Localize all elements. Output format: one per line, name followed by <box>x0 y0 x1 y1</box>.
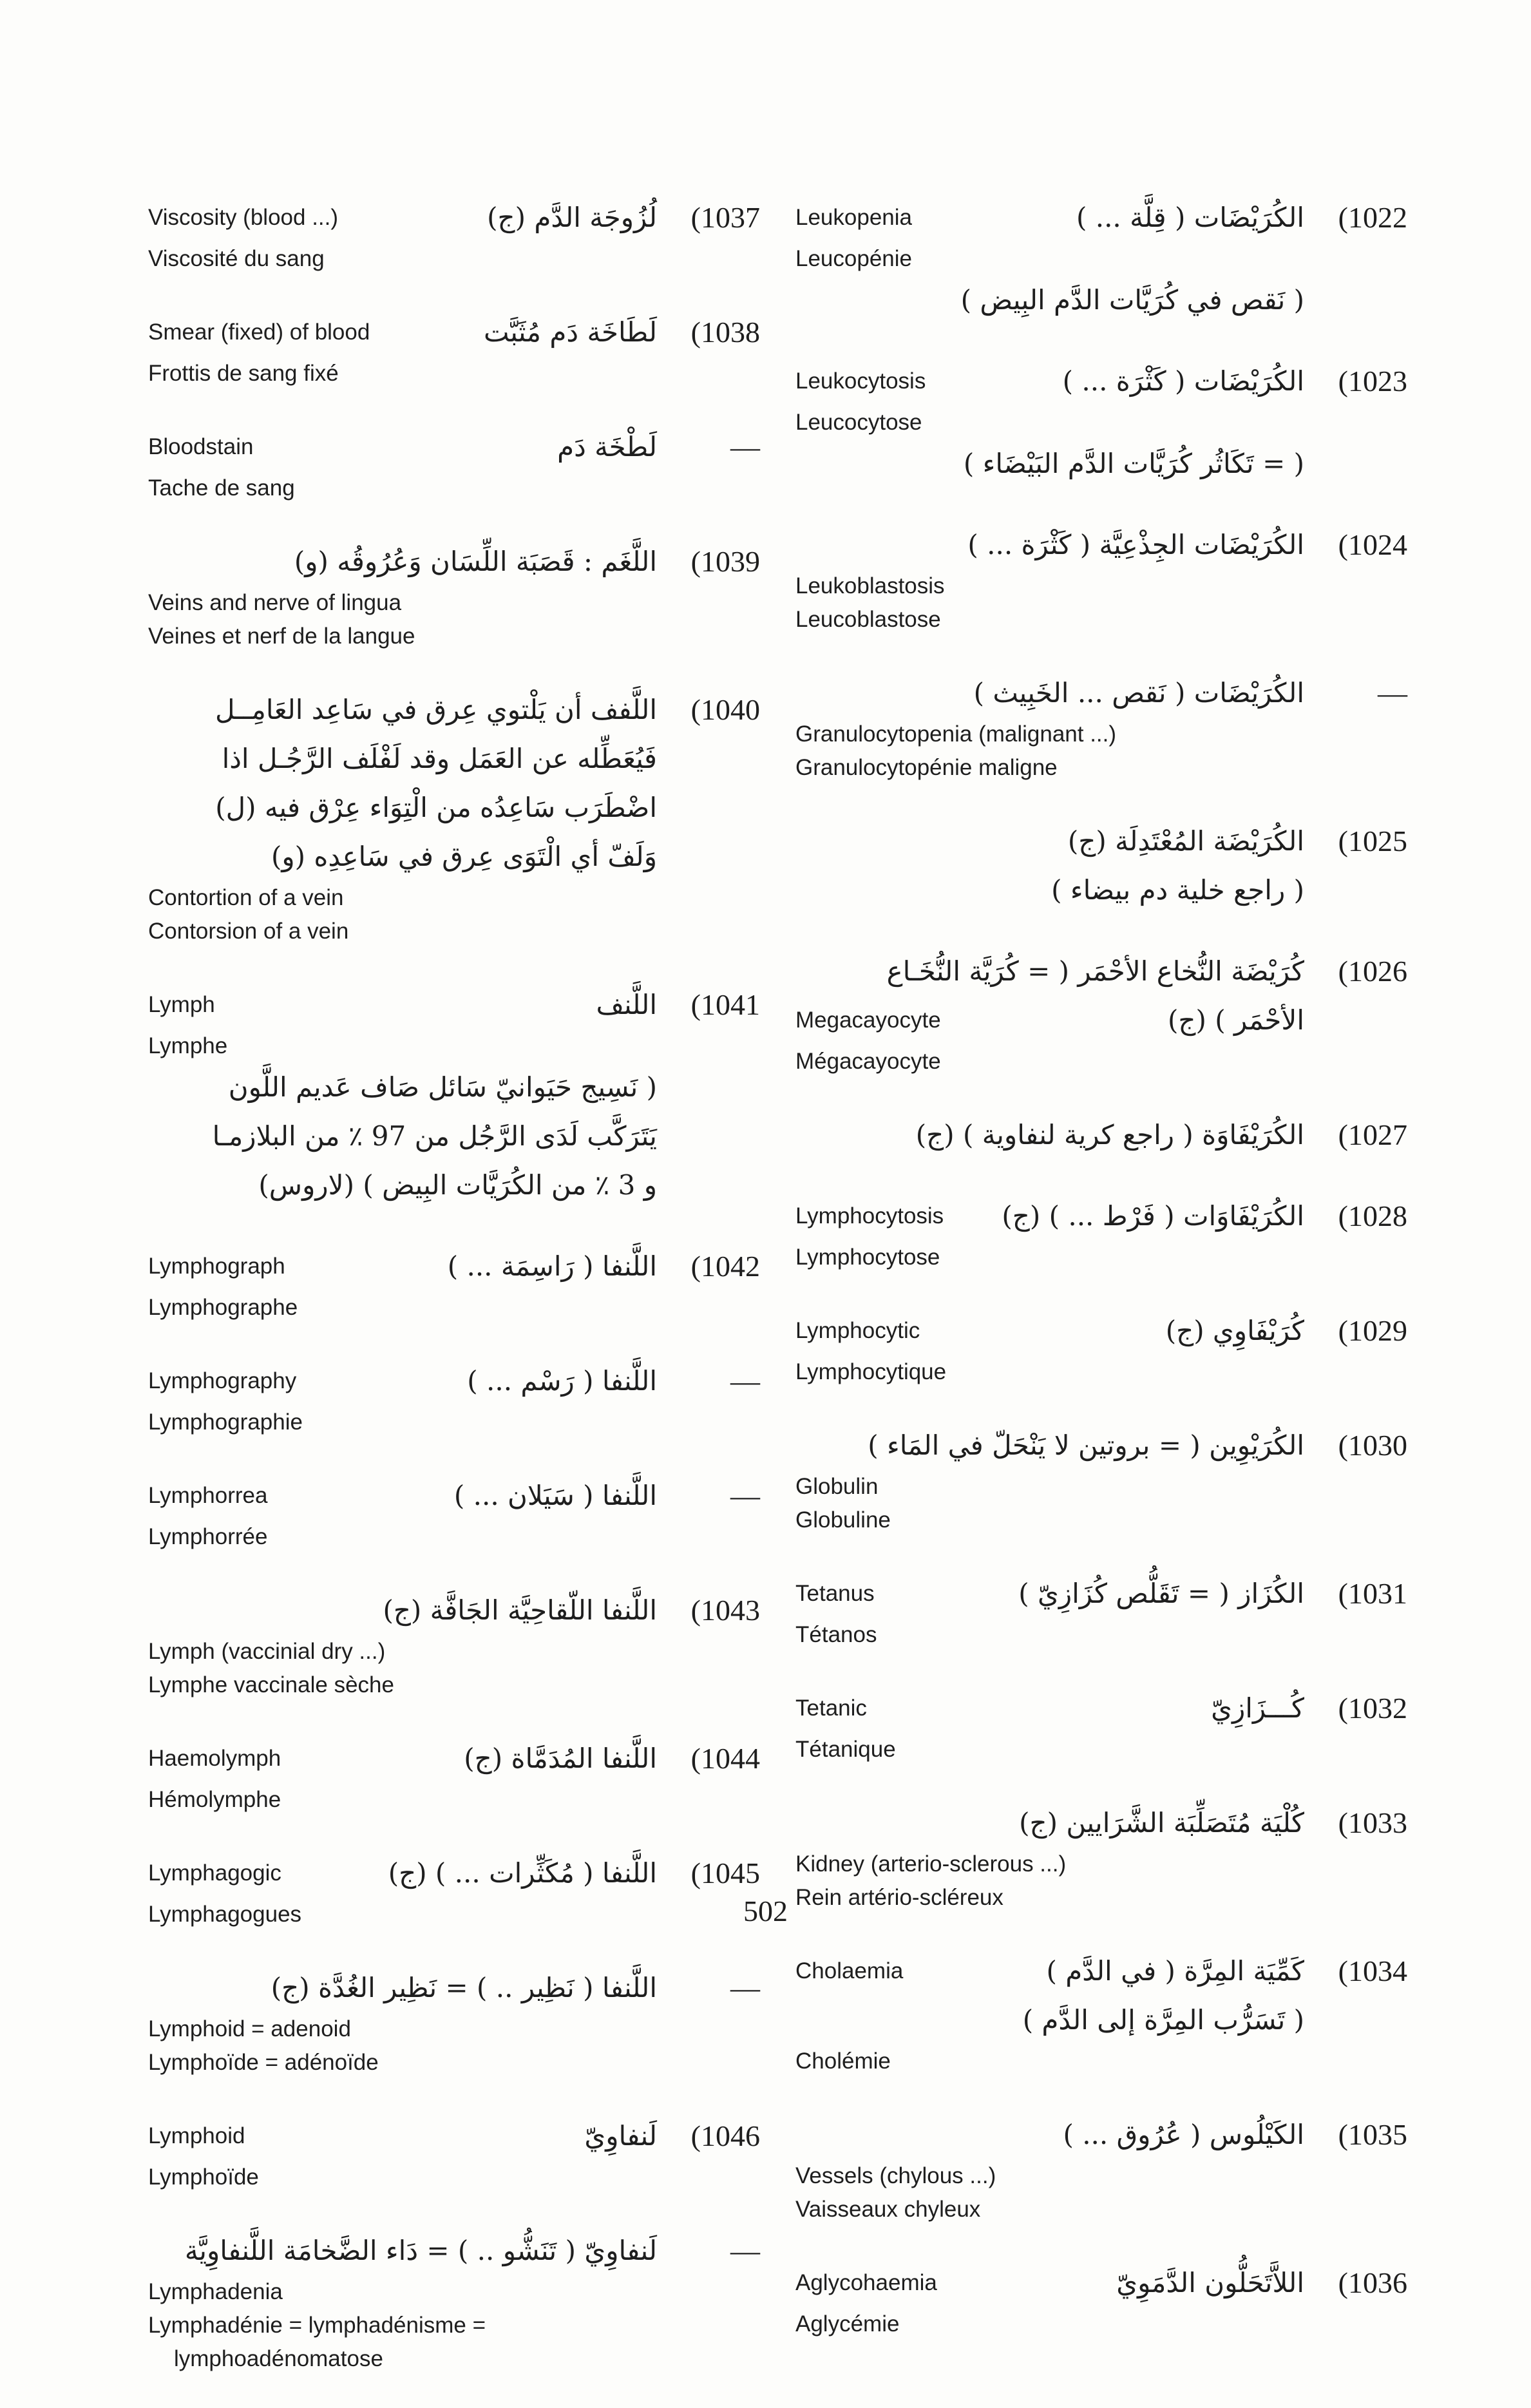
english-term: Lymphocytic <box>795 1318 920 1343</box>
entry-number: (1027 <box>1338 1118 1407 1151</box>
dictionary-entry <box>795 817 1407 915</box>
dictionary-entry <box>148 685 760 948</box>
dictionary-entry <box>148 1471 760 1554</box>
arabic-term: اللَّنفا اللّقاحِيَّة الجَافَّة (ج) <box>383 1594 657 1626</box>
arabic-term: كُرَيْفَاوِي (ج) <box>1165 1315 1304 1346</box>
arabic-continuation: ( تَسَرُّب المِرَّة إلى الدَّم ) <box>1022 2004 1304 2036</box>
entry-number: (1028 <box>1338 1199 1407 1232</box>
entry-number: (1043 <box>690 1594 760 1627</box>
entry-number: (1023 <box>1338 365 1407 397</box>
dictionary-entry <box>148 980 760 1210</box>
arabic-definition: و 3 ٪ من الكُرَيَّات البِيض ) (لاروس) <box>258 1169 657 1201</box>
arabic-term: لَنفاوِيّ <box>584 2120 657 2152</box>
arabic-term: الكُرَيْفَاوَة ( راجع كرية لنفاوية ) (ج) <box>915 1119 1304 1151</box>
entry-number: (1039 <box>690 545 760 578</box>
english-term: Viscosity (blood ...) <box>148 205 339 230</box>
dictionary-entry <box>148 308 760 390</box>
french-term: Mégacayocyte <box>795 1049 941 1074</box>
arabic-definition-row <box>795 866 1407 915</box>
arabic-term: كُـــزَازِيّ <box>1211 1692 1304 1724</box>
english-term: Veins and nerve of lingua <box>148 590 402 615</box>
arabic-definition-row <box>148 1161 760 1210</box>
english-term: Lymphadenia <box>148 2279 283 2304</box>
english-term: Lymphograph <box>148 1254 285 1279</box>
arabic-term: اللَّنفا ( سَيَلان ... ) <box>453 1480 657 1511</box>
dictionary-entry <box>795 521 1407 636</box>
french-term: Lymphographe <box>148 1295 298 1320</box>
arabic-definition: يَتَرَكَّب لَدَى الرَّجُل من 97 ٪ من البلازمـا <box>212 1120 657 1152</box>
entry-number: (1033 <box>1338 1806 1407 1839</box>
entry-number: (1040 <box>690 693 760 726</box>
french-term: Veines et nerf de la langue <box>148 624 415 649</box>
arabic-term: الكُرَيْضَات الجِذْعِيَّة ( كَثْرَة ... ) <box>967 529 1304 560</box>
entry-head-row <box>148 193 760 242</box>
french-term: Vaisseaux chyleux <box>795 2197 981 2222</box>
french-term: Lymphoïde <box>148 2164 259 2190</box>
dictionary-entry <box>148 2112 760 2194</box>
french-term: Leucocytose <box>795 410 922 435</box>
right-column <box>795 193 1407 2373</box>
entry-head-row <box>795 357 1407 406</box>
entry-number: (1038 <box>690 316 760 349</box>
english-term: Leukocytosis <box>795 368 926 394</box>
french-term: Lymphographie <box>148 1409 303 1435</box>
english-term: Leukoblastosis <box>795 573 945 598</box>
french-term: Tache de sang <box>148 475 295 501</box>
arabic-term: كُلْيَة مُتَصَلِّبَة الشَّرَايين (ج) <box>1019 1807 1304 1839</box>
arabic-term: الكُرَيْضَة المُعْتَدِلَة (ج) <box>1067 825 1304 857</box>
arabic-line: اضْطَرَب سَاعِدُه من الْتِوَاء عِرْق فيه (ل) <box>215 792 657 823</box>
english-term: Granulocytopenia (malignant ...) <box>795 721 1117 747</box>
dictionary-entry <box>148 193 760 276</box>
arabic-term: اللَّنفا ( نَظِير .. ) = نَظِير الغُدَّة (ج) <box>271 1972 657 2003</box>
dictionary-entry <box>795 2259 1407 2341</box>
english-term: Lymphography <box>148 1368 297 1393</box>
entry-number: — <box>1378 676 1407 709</box>
dictionary-entry <box>148 423 760 505</box>
entry-head-row <box>795 1947 1407 1996</box>
french-term: Leucoblastose <box>795 607 941 632</box>
entry-number: (1029 <box>1338 1314 1407 1347</box>
dictionary-entry <box>148 2226 760 2376</box>
french-term: Contorsion of a vein <box>148 919 349 944</box>
entry-head-row <box>795 2259 1407 2308</box>
english-term: Lymph <box>148 992 215 1017</box>
french-term: Viscosité du sang <box>148 246 325 271</box>
arabic-term: الكُرَيْفَاوَات ( فَرْط ... ) (ج) <box>1002 1200 1304 1232</box>
arabic-definition: ( نَسِيج حَيَوانيّ سَائل صَاف عَديم اللَّون <box>228 1071 657 1103</box>
french-term: Lymphagogues <box>148 1902 302 1927</box>
entry-head-row <box>148 1242 760 1291</box>
entry-head-row <box>795 1111 1407 1160</box>
english-term: Lymphoid <box>148 2123 245 2148</box>
english-term: Tetanic <box>795 1696 867 1721</box>
entry-head-row <box>148 1849 760 1898</box>
entry-head-row <box>795 521 1407 569</box>
english-term: Globulin <box>795 1474 879 1499</box>
arabic-continuation: الأحْمَر ) (ج) <box>1167 1004 1304 1036</box>
entry-number: (1036 <box>1338 2266 1407 2299</box>
arabic-term: اللَّنفا المُدَمَّاة (ج) <box>464 1743 657 1774</box>
dictionary-entry <box>148 1357 760 1439</box>
english-term: Tetanus <box>795 1581 875 1606</box>
english-term: Bloodstain <box>148 434 254 459</box>
entry-number: (1032 <box>1338 1692 1407 1725</box>
entry-head-row <box>148 537 760 586</box>
dictionary-entry <box>148 1586 760 1702</box>
arabic-term: الكُرَيْضَات ( نَقص ... الخَبِيث ) <box>973 677 1304 709</box>
arabic-term: الكُرَيْضَات ( قِلَّة ... ) <box>1076 202 1304 233</box>
french-term: Rein artério-scléreux <box>795 1885 1003 1910</box>
french-term: Hémolymphe <box>148 1787 281 1812</box>
french-term: Granulocytopénie maligne <box>795 755 1058 780</box>
arabic-term: اللَّنف <box>596 989 657 1020</box>
entry-number: (1046 <box>690 2119 760 2152</box>
entry-head-row <box>148 1357 760 1406</box>
entry-number: (1025 <box>1338 825 1407 857</box>
entry-number: (1022 <box>1338 201 1407 234</box>
arabic-term: الكُرَيْوِين ( = بروتين لا يَنْحَلّ في المَاء ) <box>868 1429 1304 1461</box>
dictionary-entry <box>148 1964 760 2079</box>
french-term: Tétanos <box>795 1622 877 1647</box>
english-term: Contortion of a vein <box>148 885 344 910</box>
arabic-term: اللَّنفا ( رَاسِمَة ... ) <box>447 1250 657 1282</box>
entry-number: (1037 <box>690 201 760 234</box>
french-term: Tétanique <box>795 1737 896 1762</box>
english-term: Lymphocytosis <box>795 1203 944 1228</box>
entry-head-row <box>148 1586 760 1635</box>
dictionary-entry <box>795 1111 1407 1160</box>
dictionary-entry <box>148 1242 760 1324</box>
arabic-definition-row <box>148 1063 760 1112</box>
entry-number: (1026 <box>1338 955 1407 988</box>
entry-head-row <box>795 1421 1407 1470</box>
arabic-definition: ( نَقص في كُرَيَّات الدَّم البِيض ) <box>960 284 1304 316</box>
english-term: Lymphorrea <box>148 1483 268 1508</box>
entry-head-row <box>148 2112 760 2161</box>
dictionary-entry <box>795 193 1407 325</box>
dictionary-entry <box>795 1421 1407 1537</box>
french-term: Frottis de sang fixé <box>148 361 339 386</box>
arabic-term: كَمِّيَة المِرَّة ( في الدَّم ) <box>1046 1955 1304 1987</box>
arabic-term: الكَيْلُوس ( عُرُوق ... ) <box>1063 2119 1304 2150</box>
dictionary-entry <box>148 1734 760 1817</box>
arabic-term: لُزُوجَة الدَّم (ج) <box>487 202 657 233</box>
french-term: Lymphe <box>148 1033 228 1058</box>
entry-number: — <box>730 1479 760 1512</box>
entry-head-row <box>148 308 760 357</box>
english-term: Kidney (arterio-sclerous ...) <box>795 1851 1067 1877</box>
entry-number: (1024 <box>1338 528 1407 561</box>
entry-number: (1045 <box>690 1857 760 1889</box>
arabic-term: اللَّغَم : قَصَبَة اللِّسَان وَعُرُوقُه (و) <box>294 546 657 577</box>
arabic-definition-row <box>795 276 1407 325</box>
page-number: 502 <box>743 1895 788 1927</box>
english-term: Lymphoid = adenoid <box>148 2016 351 2041</box>
dictionary-entry <box>795 1947 1407 2078</box>
entry-head-row <box>148 2226 760 2275</box>
arabic-term: الكُرَيْضَات ( كَثْرَة ... ) <box>1062 365 1304 397</box>
french-term: Lymphocytose <box>795 1245 940 1270</box>
arabic-term: اللَّنفا ( رَسْم ... ) <box>467 1365 657 1397</box>
arabic-line-row <box>148 685 760 734</box>
entry-head-row <box>795 1684 1407 1733</box>
arabic-definition: ( راجع خلية دم بيضاء ) <box>1051 874 1304 906</box>
english-term: Haemolymph <box>148 1746 281 1771</box>
arabic-continuation-row <box>795 996 1407 1045</box>
dictionary-entry <box>795 1569 1407 1652</box>
entry-head-row <box>795 669 1407 718</box>
arabic-term: الكُزَاز ( = تَقَلُّص كُزَازِيّ ) <box>1018 1578 1304 1609</box>
entry-head-row <box>795 1192 1407 1241</box>
arabic-line-row <box>148 734 760 783</box>
entry-number: (1042 <box>690 1250 760 1283</box>
arabic-line: فَيُعَطِّله عن العَمَل وقد لَفْلَف الرَّجُـل اذا <box>222 743 657 774</box>
english-term: Lymphagogic <box>148 1860 281 1886</box>
arabic-continuation-row <box>795 1996 1407 2045</box>
entry-head-row <box>795 193 1407 242</box>
entry-number: — <box>730 430 760 463</box>
french-term: Lymphoïde = adénoïde <box>148 2050 379 2075</box>
arabic-term: كُرَيْضَة النُّخاع الأحْمَر ( = كُرَيَّة النُّخَـاع <box>886 955 1304 987</box>
entry-number: (1031 <box>1338 1577 1407 1610</box>
entry-head-row <box>795 1799 1407 1848</box>
dictionary-entry <box>795 1306 1407 1389</box>
entry-head-row <box>795 817 1407 866</box>
arabic-line: اللَّفف أن يَلْتوي عِرق في سَاعِد العَامِــل <box>215 694 657 725</box>
dictionary-entry <box>795 1684 1407 1766</box>
french-term: Lymphocytique <box>795 1359 947 1384</box>
entry-number: (1041 <box>690 988 760 1021</box>
entry-head-row <box>795 1569 1407 1618</box>
entry-number: (1044 <box>690 1742 760 1775</box>
arabic-term: لَطْخَة دَم <box>557 431 657 463</box>
arabic-definition-row <box>148 1112 760 1161</box>
entry-number: — <box>730 1971 760 2004</box>
arabic-line-row <box>148 832 760 881</box>
french-term: Lymphorrée <box>148 1524 268 1549</box>
english-term: Lymph (vaccinial dry ...) <box>148 1639 386 1664</box>
arabic-term: لَنفاوِيّ ( تَنَشُّو .. ) = دَاء الضَّخامَة اللَّنفاوِيَّة <box>184 2235 657 2266</box>
arabic-term: اللاَّتَحَلُّون الدَّمَوِيّ <box>1116 2267 1304 2298</box>
arabic-definition: ( = تَكَاثُر كُرَيَّات الدَّم البَيْضَاء ) <box>963 448 1304 479</box>
english-term: Aglycohaemia <box>795 2270 937 2295</box>
arabic-term: لَطَاخَة دَم مُثَبَّت <box>483 316 657 348</box>
french-term: Lymphadénie = lymphadénisme = <box>148 2313 486 2338</box>
entry-number: (1034 <box>1338 1954 1407 1987</box>
dictionary-entry <box>795 2110 1407 2226</box>
french-term: Aglycémie <box>795 2311 900 2336</box>
dictionary-entry <box>148 537 760 653</box>
entry-head-row <box>148 423 760 472</box>
entry-number: — <box>730 2234 760 2267</box>
entry-number: (1030 <box>1338 1429 1407 1462</box>
french-term: Cholémie <box>795 2049 891 2074</box>
dictionary-entry <box>795 357 1407 488</box>
dictionary-entry <box>795 669 1407 785</box>
entry-head-row <box>795 947 1407 996</box>
french-term-continued: lymphoadénomatose <box>174 2346 383 2371</box>
dictionary-entry <box>795 1192 1407 1274</box>
dictionary-entry <box>795 947 1407 1078</box>
entry-number: — <box>730 1364 760 1397</box>
left-column <box>148 193 760 2408</box>
english-term: Cholaemia <box>795 1958 904 1983</box>
arabic-line: وَلَفّ أي الْتَوَى عِرق في سَاعِدِه (و) <box>271 841 657 872</box>
arabic-term: اللَّنفا ( مُكَثِّرات ... ) (ج) <box>388 1857 657 1889</box>
entry-head-row <box>148 980 760 1029</box>
entry-head-row <box>795 1306 1407 1355</box>
entry-head-row <box>148 1734 760 1783</box>
arabic-definition-row <box>795 439 1407 488</box>
entry-head-row <box>148 1964 760 2012</box>
english-term: Megacayocyte <box>795 1008 941 1033</box>
french-term: Lymphe vaccinale sèche <box>148 1672 394 1697</box>
entry-head-row <box>795 2110 1407 2159</box>
english-term: Leukopenia <box>795 205 912 230</box>
entry-head-row <box>148 1471 760 1520</box>
french-term: Globuline <box>795 1507 891 1533</box>
arabic-line-row <box>148 783 760 832</box>
french-term: Leucopénie <box>795 246 912 271</box>
entry-number: (1035 <box>1338 2118 1407 2151</box>
english-term: Smear (fixed) of blood <box>148 320 370 345</box>
english-term: Vessels (chylous ...) <box>795 2163 996 2188</box>
